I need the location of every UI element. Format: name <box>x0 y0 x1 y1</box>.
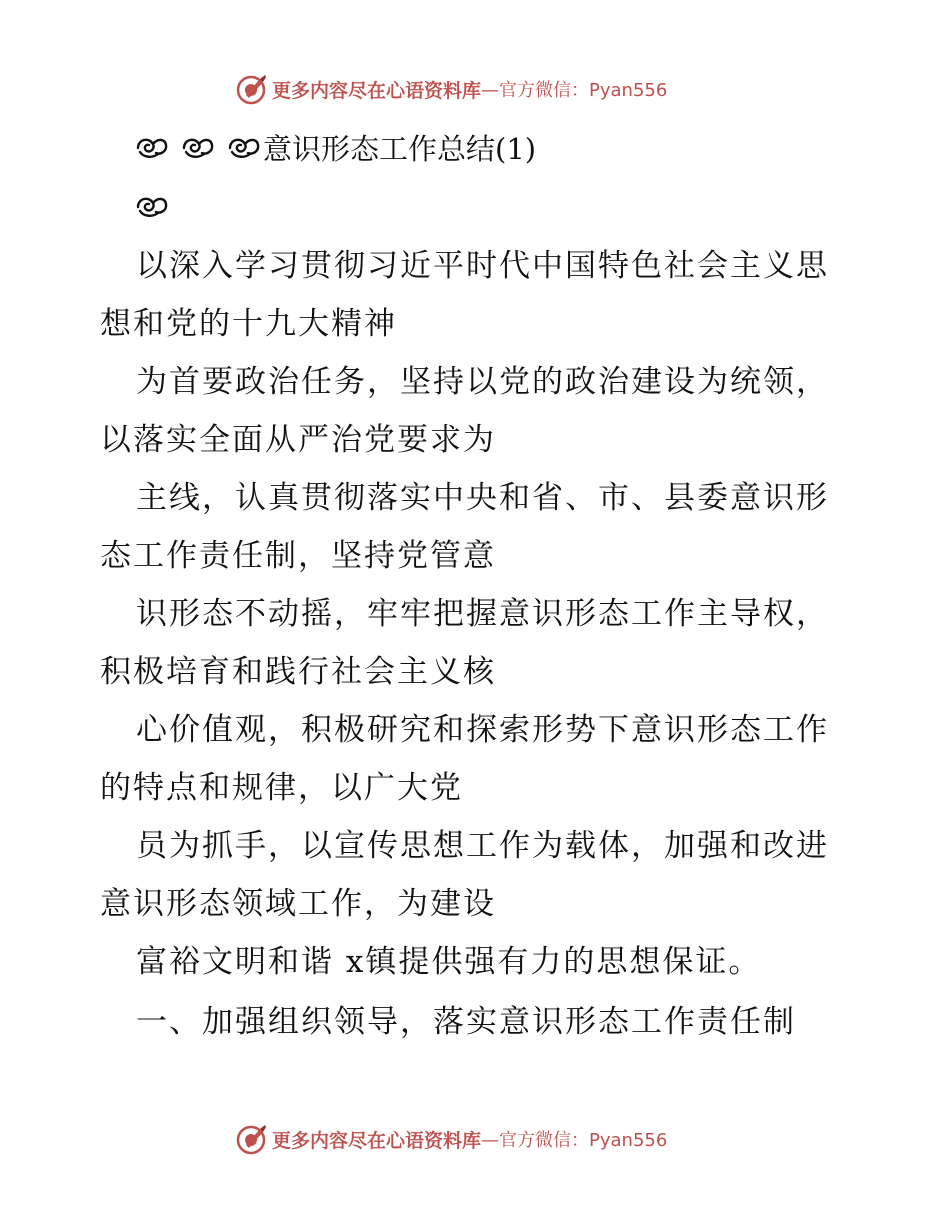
paragraph-line: 想和党的十九大精神 <box>100 306 397 342</box>
watermark-brand-text: 更多内容尽在心语资料库 <box>272 1129 482 1152</box>
brand-logo-icon <box>236 1123 268 1155</box>
body-paragraph-3 <box>100 469 860 585</box>
body-paragraph-6 <box>100 817 860 933</box>
ornament-icon <box>227 134 261 160</box>
ornament-icon <box>135 193 169 219</box>
ornament-icon <box>181 134 215 160</box>
paragraph-line: 积极培育和践行社会主义核 <box>100 654 496 690</box>
paragraph-line: 意识形态领域工作，为建设 <box>100 886 496 922</box>
body-paragraph-5 <box>100 701 860 817</box>
paragraph-line: 态工作责任制，坚持党管意 <box>100 538 496 574</box>
brand-logo-icon <box>236 73 268 105</box>
paragraph-line: 一、加强组织领导，落实意识形态工作责任制 <box>136 1004 796 1040</box>
watermark-contact-text: —官方微信：Pyan556 <box>481 80 668 101</box>
section-heading-1 <box>100 993 860 1051</box>
paragraph-line: 主线，认真贯彻落实中央和省、市、县委意识形 <box>136 480 829 516</box>
ornament-row <box>135 188 181 224</box>
header-watermark <box>236 72 667 106</box>
paragraph-line: 以落实全面从严治党要求为 <box>100 422 496 458</box>
watermark-contact-text: —官方微信：Pyan556 <box>481 1130 668 1151</box>
document-title-row <box>135 122 536 172</box>
paragraph-line: 员为抓手，以宣传思想工作为载体，加强和改进 <box>136 828 829 864</box>
body-paragraph-7 <box>100 933 860 991</box>
paragraph-line: 心价值观，积极研究和探索形势下意识形态工作 <box>136 712 829 748</box>
document-title: 意识形态工作总结(1) <box>263 131 537 166</box>
paragraph-line: 识形态不动摇，牢牢把握意识形态工作主导权， <box>136 596 829 632</box>
paragraph-line: 以深入学习贯彻习近平时代中国特色社会主义思 <box>136 248 829 284</box>
body-paragraph-2 <box>100 353 860 469</box>
footer-watermark <box>236 1122 667 1156</box>
watermark-brand-text: 更多内容尽在心语资料库 <box>272 79 482 102</box>
body-paragraph-1 <box>100 237 860 353</box>
paragraph-line: 富裕文明和谐 x镇提供强有力的思想保证。 <box>136 944 762 980</box>
body-paragraph-4 <box>100 585 860 701</box>
paragraph-line: 的特点和规律，以广大党 <box>100 770 463 806</box>
paragraph-line: 为首要政治任务，坚持以党的政治建设为统领， <box>136 364 829 400</box>
ornament-icon <box>135 134 169 160</box>
